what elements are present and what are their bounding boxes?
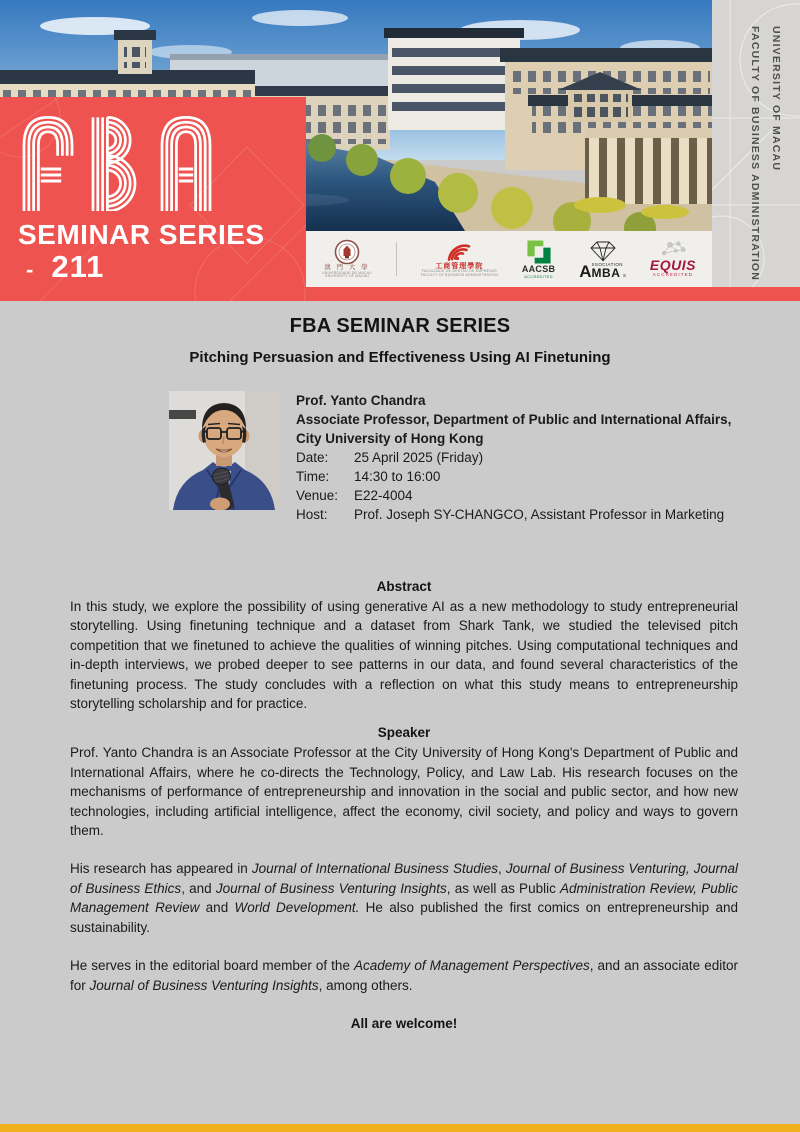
equis-tag: ACCREDITED (652, 271, 694, 277)
bottom-accent-bar (0, 1124, 800, 1132)
speaker-affiliation-line2: City University of Hong Kong (296, 431, 484, 446)
fba-series-panel (0, 97, 306, 301)
series-number-row (26, 249, 104, 285)
amba-s: S (622, 273, 626, 279)
amba-letter-a: A (579, 262, 592, 282)
speaker-name: Prof. Yanto Chandra (296, 393, 426, 408)
aacsb-logo (522, 239, 556, 278)
fba-faculty-logo (421, 241, 498, 278)
page-title: FBA SEMINAR SERIES (289, 315, 511, 337)
seminar-topic-title: Pitching Persuasion and Effectiveness Using AI Finetuning (189, 349, 611, 366)
speaker-block (169, 391, 800, 524)
vertical-text-line: FACULTY OF BUSINESS ADMINISTRATION (749, 26, 761, 282)
um-name-en: UNIVERSITY OF MACAU (324, 274, 370, 279)
series-label: SEMINAR SERIES (18, 219, 265, 250)
um-seal-icon (334, 239, 360, 265)
time-value: 14:30 to 16:00 (354, 469, 441, 484)
closing-line: All are welcome! (350, 1015, 458, 1031)
vertical-text-line: UNIVERSITY OF MACAU (770, 26, 782, 172)
host-label: Host: (296, 507, 328, 522)
university-vertical-text (744, 26, 786, 282)
speaker-affiliation-line1: Associate Professor, Department of Public and International Affairs, (296, 412, 732, 427)
fba-name-en: FACULTY OF BUSINESS ADMINISTRATION (420, 272, 498, 277)
amba-logo (579, 239, 626, 282)
abstract-paragraph: In this study, we explore the possibility of using generative AI as a new methodology to study entrepreneurial storytelling. Using finetuning technique and a dataset from Shark Tank, we studied the televised pitch competition that we finetuned to achieve the qualities of winning pitches. Using computational techniques and in-depth interviews, we probed deeper to see patterns in our data, and found several characteristics of the finetuning process. The study concludes with a reflection on what this study means to entrepreneurship storytelling scholarship and for practice. (70, 599, 738, 712)
series-dash: - (26, 257, 34, 282)
host-row (296, 505, 731, 524)
fba-arcs-icon (446, 241, 472, 263)
um-logo (322, 239, 372, 279)
speaker-bio-paragraph-2: His research has appeared in Journal of International Business Studies, Journal of Business Venturing, Journal of Business Ethics, and Journal of Business Venturing Insights, as well as Public Administration Review, Public Management Review and World Development. He also published the first comics on entrepreneurship and sustainability. (70, 861, 738, 935)
abstract-heading: Abstract (376, 579, 432, 594)
time-label: Time: (296, 469, 330, 484)
fba-chinese-name: 工商管理學院 (435, 262, 484, 270)
venue-value: E22-4004 (354, 488, 413, 503)
speaker-photo (169, 391, 279, 510)
amba-mba: MBA (591, 265, 621, 280)
date-label: Date: (296, 450, 329, 465)
speaker-bio-paragraph-1: Prof. Yanto Chandra is an Associate Professor at the City University of Hong Kong's Department of Public and International Affairs, where he co-directs the Technology, Policy, and Law Lab. His research focuses on the mechanisms of performance of entrepreneurship and innovation in the social and public sector, and how new technologies, including artificial intelligence, affect the economy, civil society, and policy and ways to govern them. (70, 745, 738, 839)
speaker-bio-paragraph-3: He serves in the editorial board member of the Academy of Management Perspectives, and an associate editor for Journal of Business Venturing Insights, among others. (70, 958, 738, 993)
date-value: 25 April 2025 (Friday) (354, 450, 484, 465)
venue-row (296, 486, 731, 505)
accreditation-logo-strip (306, 231, 712, 287)
header-side-strip (712, 0, 800, 287)
amba-diamond-icon (588, 239, 618, 263)
poster-body (0, 301, 800, 1031)
text-column (0, 579, 800, 1031)
fba-name-pt: FACULDADE DE GESTÃO DE EMPRESAS (421, 269, 497, 273)
speaker-portrait (169, 391, 279, 510)
date-row (296, 448, 731, 467)
amba-ssociation: SSOCIATION (591, 262, 623, 268)
time-row (296, 467, 731, 486)
series-number: 211 (51, 249, 105, 284)
speaker-bio-heading: Speaker (377, 725, 431, 741)
host-value: Prof. Joseph SY-CHANGCO, Assistant Professor in Marketing (354, 507, 725, 522)
um-name-pt: UNIVERSIDADE DE MACAU (322, 270, 372, 275)
speaker-details (296, 391, 731, 524)
equis-name: EQUIS (649, 257, 696, 274)
aacsb-tag: ACCREDITED (524, 274, 553, 279)
equis-network-icon (658, 240, 688, 258)
venue-label: Venue: (296, 488, 339, 503)
fba-stripes-logo (18, 109, 216, 211)
equis-logo (650, 240, 696, 277)
amba-wordmark (579, 262, 626, 282)
aacsb-name: AACSB (521, 264, 556, 275)
logo-divider (396, 242, 397, 276)
um-chinese-name: 澳 門 大 學 (324, 263, 370, 271)
aacsb-icon (526, 239, 552, 265)
